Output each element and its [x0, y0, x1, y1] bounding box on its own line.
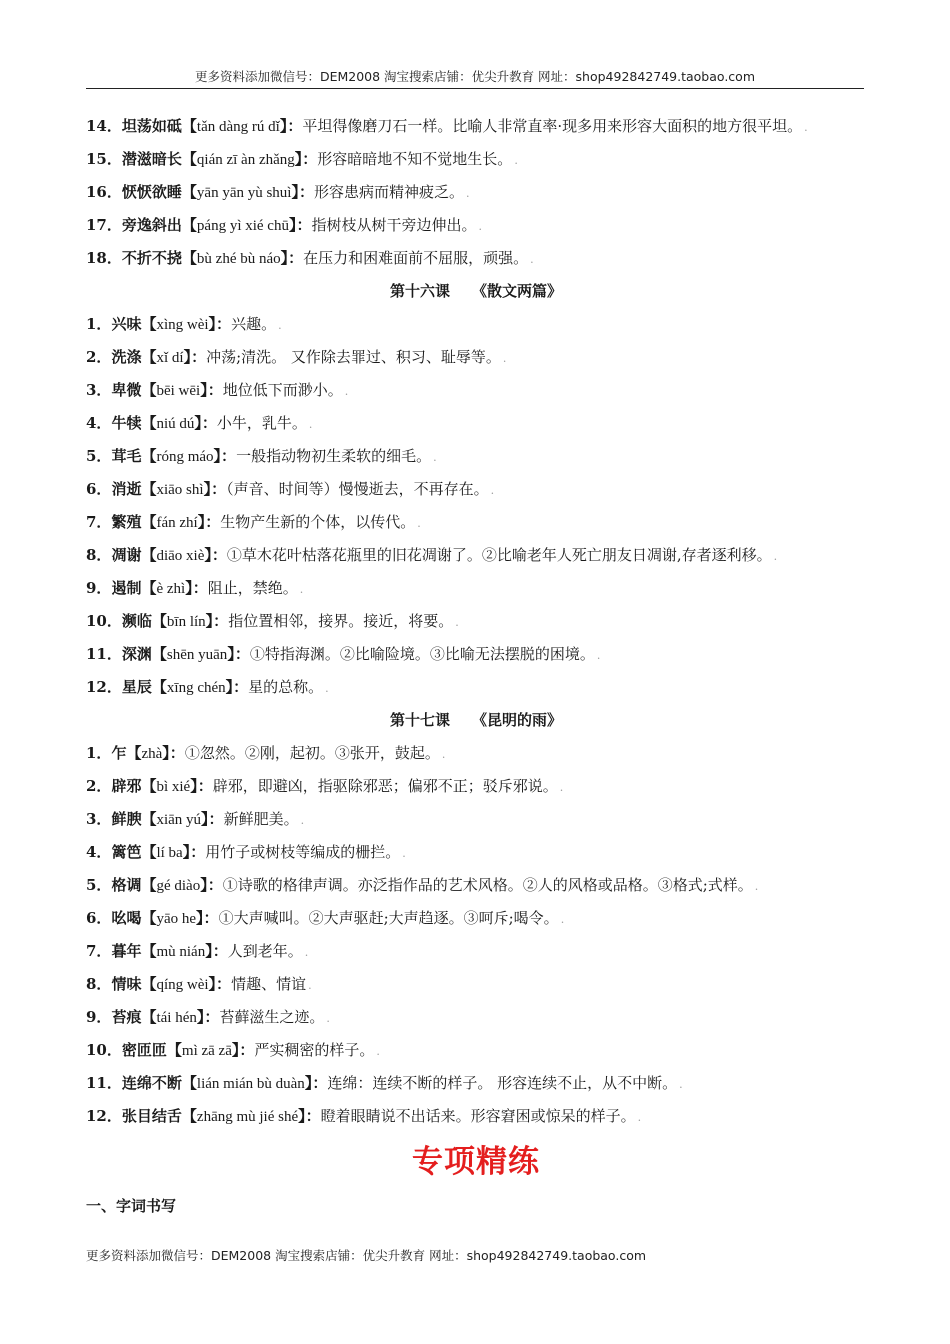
entry-number: 8． — [86, 975, 112, 993]
pinyin: è zhì — [156, 581, 186, 597]
pinyin: gé diào — [156, 878, 201, 894]
entry-number: 12． — [86, 1107, 122, 1125]
paragraph-mark: . — [490, 484, 495, 497]
pinyin: zhāng mù jié shé — [196, 1109, 299, 1125]
definition: ①忽然。②刚，起初。③张开，鼓起。 — [184, 744, 440, 762]
paragraph-mark: . — [402, 847, 406, 860]
bracket-close: 】： — [225, 678, 249, 696]
paragraph-mark: . — [596, 649, 601, 662]
entry-number: 7． — [86, 513, 112, 531]
lesson-16-heading — [86, 279, 866, 303]
bracket-open: 【 — [141, 447, 157, 465]
bracket-open: 【 — [141, 381, 157, 399]
entry-number: 6． — [86, 480, 112, 498]
pinyin: xǐ dí — [156, 350, 184, 366]
paragraph-mark: . — [455, 616, 459, 629]
bracket-open: 【 — [141, 1008, 157, 1026]
pinyin: mù nián — [156, 944, 206, 960]
definition: （声音、时间等）慢慢逝去，不再存在。 — [226, 480, 489, 498]
paragraph-mark: . — [637, 1111, 642, 1124]
document-body — [86, 114, 866, 1218]
bracket-close: 】： — [204, 546, 227, 564]
vocab-entry — [86, 972, 866, 998]
vocab-entry — [86, 675, 866, 701]
lesson-17-label: 第十七课 — [389, 711, 450, 729]
definition: 苔藓滋生之迹。 — [219, 1008, 325, 1026]
vocab-entry — [86, 741, 866, 767]
vocab-word: 兴味 — [111, 315, 142, 333]
definition: 指位置相邻，接界。接近，将要。 — [228, 612, 454, 630]
vocab-list-lesson-16 — [86, 312, 866, 701]
entry-number: 6． — [86, 909, 112, 927]
paragraph-mark: . — [325, 682, 329, 695]
vocab-entry — [86, 609, 866, 635]
entry-number: 5． — [86, 876, 112, 894]
pinyin: xìng wèi — [156, 317, 209, 333]
bracket-close: 】： — [208, 975, 232, 993]
definition: 冲荡;清洗。 又作除去罪过、积习、耻辱等。 — [206, 348, 501, 366]
definition: 星的总称。 — [248, 678, 324, 696]
paragraph-mark: . — [278, 319, 282, 332]
lesson-17-heading — [86, 708, 866, 732]
vocab-word: 牛犊 — [111, 414, 142, 432]
bracket-open: 【 — [141, 975, 157, 993]
bracket-open: 【 — [166, 1041, 182, 1059]
lesson-16-label: 第十六课 — [389, 282, 450, 300]
entry-number: 10． — [86, 612, 122, 630]
bracket-close: 】： — [197, 513, 221, 531]
bracket-close: 】： — [185, 579, 208, 597]
definition: 用竹子或树枝等编成的栅拦。 — [205, 843, 401, 861]
definition: ①草木花叶枯落花瓶里的旧花凋谢了。②比喻老年人死亡朋友日凋谢,存者逐利移。 — [226, 546, 772, 564]
bracket-open: 【 — [181, 183, 197, 201]
bracket-close: 】： — [279, 117, 303, 135]
bracket-open: 【 — [181, 1074, 197, 1092]
paragraph-mark: . — [376, 1045, 380, 1058]
page-header: 更多资料添加微信号：DEM2008 淘宝搜索店铺：优尖升教育 网址：shop492842749.taobao.com — [86, 66, 864, 89]
pinyin: mì zā zā — [181, 1043, 232, 1059]
special-practice-title: 专项精练 — [412, 1144, 540, 1180]
vocab-word: 吆喝 — [111, 909, 142, 927]
vocab-entry — [86, 411, 866, 437]
entry-number: 12． — [86, 678, 122, 696]
paragraph-mark: . — [478, 220, 482, 233]
pinyin: xīng chén — [166, 680, 226, 696]
pinyin: qíng wèi — [156, 977, 209, 993]
vocab-word: 密匝匝 — [121, 1041, 167, 1059]
bracket-open: 【 — [141, 876, 157, 894]
bracket-open: 【 — [141, 579, 157, 597]
bracket-close: 】： — [208, 315, 232, 333]
vocab-entry — [86, 378, 866, 404]
definition: 人到老年。 — [227, 942, 303, 960]
pinyin: lí ba — [156, 845, 183, 861]
entry-number: 11． — [86, 645, 122, 663]
definition: 兴趣。 — [231, 315, 277, 333]
bracket-close: 】： — [227, 645, 250, 663]
bracket-close: 】： — [280, 249, 304, 267]
vocab-word: 乍 — [111, 744, 127, 762]
vocab-word: 格调 — [111, 876, 142, 894]
entry-number: 3． — [86, 381, 112, 399]
definition: ①大声喊叫。②大声驱赶;大声趋逐。③呵斥;喝令。 — [218, 909, 559, 927]
entry-number: 3． — [86, 810, 112, 828]
bracket-open: 【 — [141, 942, 157, 960]
paragraph-mark: . — [466, 187, 470, 200]
vocab-word: 繁殖 — [111, 513, 142, 531]
entry-number: 1． — [86, 315, 112, 333]
definition: 指树枝从树干旁边伸出。 — [311, 216, 477, 234]
pinyin: lián mián bù duàn — [196, 1076, 305, 1092]
entry-number: 10． — [86, 1041, 122, 1059]
bracket-close: 】： — [194, 414, 217, 432]
vocab-word: 辟邪 — [111, 777, 142, 795]
pinyin: qián zī àn zhǎng — [196, 152, 295, 168]
paragraph-mark: . — [299, 583, 304, 596]
bracket-open: 【 — [141, 909, 157, 927]
vocab-entry — [86, 477, 866, 503]
bracket-open: 【 — [126, 744, 142, 762]
bracket-open: 【 — [181, 1107, 197, 1125]
definition: 辟邪，即避凶，指驱除邪恶；偏邪不正；驳斥邪说。 — [212, 777, 558, 795]
definition: 严实稠密的样子。 — [254, 1041, 375, 1059]
vocab-word: 深渊 — [121, 645, 152, 663]
bracket-close: 】： — [288, 216, 312, 234]
entry-number: 4． — [86, 414, 112, 432]
bracket-close: 】： — [205, 612, 229, 630]
lesson-16-title: 《散文两篇》 — [472, 282, 563, 300]
paragraph-mark: . — [679, 1078, 683, 1091]
entry-number: 16． — [86, 183, 122, 201]
lesson-17-title: 《昆明的雨》 — [472, 711, 563, 729]
entry-number: 4． — [86, 843, 112, 861]
bracket-close: 】： — [291, 183, 314, 201]
bracket-close: 】： — [196, 909, 219, 927]
entry-number: 7． — [86, 942, 112, 960]
vocab-word: 洗涤 — [111, 348, 142, 366]
definition: 新鲜肥美。 — [223, 810, 299, 828]
paragraph-mark: . — [773, 550, 778, 563]
entry-number: 8． — [86, 546, 112, 564]
bracket-close: 】： — [190, 777, 213, 795]
paragraph-mark: . — [502, 352, 507, 365]
pinyin: diāo xiè — [156, 548, 205, 564]
vocab-word: 卑微 — [111, 381, 142, 399]
pinyin: bēi wēi — [156, 383, 201, 399]
bracket-open: 【 — [141, 414, 157, 432]
vocab-entry — [86, 246, 866, 272]
vocab-word: 凋谢 — [111, 546, 142, 564]
pinyin: bīn lín — [166, 614, 206, 630]
vocab-word: 恹恹欲睡 — [121, 183, 182, 201]
pinyin: fán zhí — [156, 515, 198, 531]
bracket-open: 【 — [141, 546, 157, 564]
pinyin: tǎn dàng rú dǐ — [196, 119, 280, 135]
section-heading: 一、字词书写 — [86, 1197, 177, 1215]
pinyin: páng yì xié chū — [196, 218, 289, 234]
paragraph-mark: . — [417, 517, 421, 530]
entry-number: 9． — [86, 579, 112, 597]
vocab-entry — [86, 642, 866, 668]
vocab-word: 张目结舌 — [121, 1107, 182, 1125]
definition: ①特指海渊。②比喻险境。③比喻无法摆脱的困境。 — [249, 645, 595, 663]
bracket-close: 】： — [200, 876, 223, 894]
pinyin: shēn yuān — [166, 647, 228, 663]
vocab-entry — [86, 1005, 866, 1031]
definition: 连绵：连续不断的样子。 形容连续不止，从不中断。 — [327, 1074, 678, 1092]
bracket-close: 】： — [162, 744, 185, 762]
vocab-entry — [86, 213, 866, 239]
vocab-list-lesson-17 — [86, 741, 866, 1130]
paragraph-mark: . — [308, 979, 312, 992]
entry-number: 2． — [86, 348, 112, 366]
vocab-entry — [86, 312, 866, 338]
vocab-entry — [86, 147, 866, 173]
entry-number: 14． — [86, 117, 122, 135]
bracket-open: 【 — [141, 843, 157, 861]
bracket-close: 】： — [294, 150, 318, 168]
vocab-word: 潜滋暗长 — [121, 150, 182, 168]
definition: 情趣、情谊 — [231, 975, 307, 993]
bracket-close: 】： — [196, 1008, 220, 1026]
paragraph-mark: . — [754, 880, 759, 893]
bracket-open: 【 — [151, 612, 167, 630]
vocab-entry — [86, 444, 866, 470]
bracket-close: 】： — [298, 1107, 321, 1125]
vocab-entry — [86, 1038, 866, 1064]
vocab-word: 篱笆 — [111, 843, 142, 861]
entry-number: 15． — [86, 150, 122, 168]
paragraph-mark: . — [433, 451, 437, 464]
bracket-close: 】： — [200, 381, 223, 399]
vocab-entry — [86, 774, 866, 800]
paragraph-mark: . — [514, 154, 518, 167]
pinyin: bì xié — [156, 779, 191, 795]
bracket-close: 】： — [304, 1074, 328, 1092]
vocab-entry — [86, 906, 866, 932]
pinyin: xiāo shì — [156, 482, 204, 498]
vocab-word: 连绵不断 — [121, 1074, 182, 1092]
vocab-entry — [86, 510, 866, 536]
pinyin: zhà — [141, 746, 163, 762]
paragraph-mark: . — [804, 121, 808, 134]
vocab-entry — [86, 1071, 866, 1097]
bracket-open: 【 — [141, 810, 157, 828]
vocab-word: 星辰 — [121, 678, 152, 696]
definition: 形容患病而精神疲乏。 — [314, 183, 465, 201]
vocab-entry — [86, 873, 866, 899]
entry-number: 17． — [86, 216, 122, 234]
pinyin: niú dú — [156, 416, 195, 432]
pinyin: yāo he — [156, 911, 197, 927]
bracket-close: 】： — [205, 942, 228, 960]
vocab-word: 苔痕 — [111, 1008, 142, 1026]
definition: ①诗歌的格律声调。亦泛指作品的艺术风格。②人的风格或品格。③格式;式样。 — [222, 876, 753, 894]
pinyin: róng máo — [156, 449, 214, 465]
paragraph-mark: . — [530, 253, 534, 266]
bracket-open: 【 — [151, 645, 167, 663]
vocab-word: 消逝 — [111, 480, 142, 498]
vocab-list-lesson-15 — [86, 114, 866, 272]
vocab-word: 鲜腴 — [111, 810, 142, 828]
vocab-entry — [86, 807, 866, 833]
vocab-word: 茸毛 — [111, 447, 142, 465]
vocab-entry — [86, 576, 866, 602]
vocab-word: 旁逸斜出 — [121, 216, 182, 234]
definition: 小牛，乳牛。 — [216, 414, 307, 432]
pinyin: xiān yú — [156, 812, 202, 828]
definition: 瞪着眼睛说不出话来。形容窘困或惊呆的样子。 — [320, 1107, 636, 1125]
paragraph-mark: . — [559, 781, 564, 794]
vocab-word: 濒临 — [121, 612, 152, 630]
definition: 地位低下而渺小。 — [222, 381, 343, 399]
bracket-open: 【 — [181, 249, 197, 267]
bracket-open: 【 — [141, 777, 157, 795]
vocab-entry — [86, 114, 866, 140]
vocab-entry — [86, 180, 866, 206]
bracket-close: 】： — [231, 1041, 255, 1059]
paragraph-mark: . — [300, 814, 305, 827]
definition: 平坦得像磨刀石一样。比喻人非常直率·现多用来形容大面积的地方很平坦。 — [302, 117, 803, 135]
bracket-open: 【 — [181, 150, 197, 168]
entry-number: 5． — [86, 447, 112, 465]
definition: 形容暗暗地不知不觉地生长。 — [317, 150, 513, 168]
bracket-open: 【 — [151, 678, 167, 696]
bracket-open: 【 — [181, 117, 197, 135]
bracket-close: 】： — [201, 810, 224, 828]
definition: 阻止，禁绝。 — [207, 579, 298, 597]
entry-number: 2． — [86, 777, 112, 795]
bracket-open: 【 — [141, 315, 157, 333]
paragraph-mark: . — [326, 1012, 330, 1025]
vocab-word: 暮年 — [111, 942, 142, 960]
definition: 在压力和困难面前不屈服，顽强。 — [303, 249, 529, 267]
vocab-entry — [86, 939, 866, 965]
page-footer: 更多资料添加微信号：DEM2008 淘宝搜索店铺：优尖升教育 网址：shop492842749.taobao.com — [86, 1248, 647, 1263]
entry-number: 11． — [86, 1074, 122, 1092]
pinyin: yān yān yù shuì — [196, 185, 292, 201]
bracket-close: 】： — [203, 480, 227, 498]
pinyin: tái hén — [156, 1010, 197, 1026]
bracket-open: 【 — [181, 216, 197, 234]
vocab-word: 情味 — [111, 975, 142, 993]
vocab-word: 坦荡如砥 — [121, 117, 182, 135]
paragraph-mark: . — [344, 385, 349, 398]
paragraph-mark: . — [308, 418, 313, 431]
entry-number: 1． — [86, 744, 112, 762]
entry-number: 18． — [86, 249, 122, 267]
vocab-entry — [86, 840, 866, 866]
vocab-word: 遏制 — [111, 579, 142, 597]
pinyin: bù zhé bù náo — [196, 251, 281, 267]
vocab-entry — [86, 1104, 866, 1130]
vocab-entry — [86, 345, 866, 371]
bracket-close: 】： — [183, 348, 207, 366]
paragraph-mark: . — [304, 946, 309, 959]
paragraph-mark: . — [441, 748, 446, 761]
bracket-open: 【 — [141, 348, 157, 366]
entry-number: 9． — [86, 1008, 112, 1026]
paragraph-mark: . — [560, 913, 565, 926]
bracket-close: 】： — [213, 447, 237, 465]
bracket-open: 【 — [141, 513, 157, 531]
definition: 生物产生新的个体，以传代。 — [220, 513, 416, 531]
vocab-word: 不折不挠 — [121, 249, 182, 267]
bracket-close: 】： — [182, 843, 206, 861]
vocab-entry — [86, 543, 866, 569]
bracket-open: 【 — [141, 480, 157, 498]
definition: 一般指动物初生柔软的细毛。 — [236, 447, 432, 465]
